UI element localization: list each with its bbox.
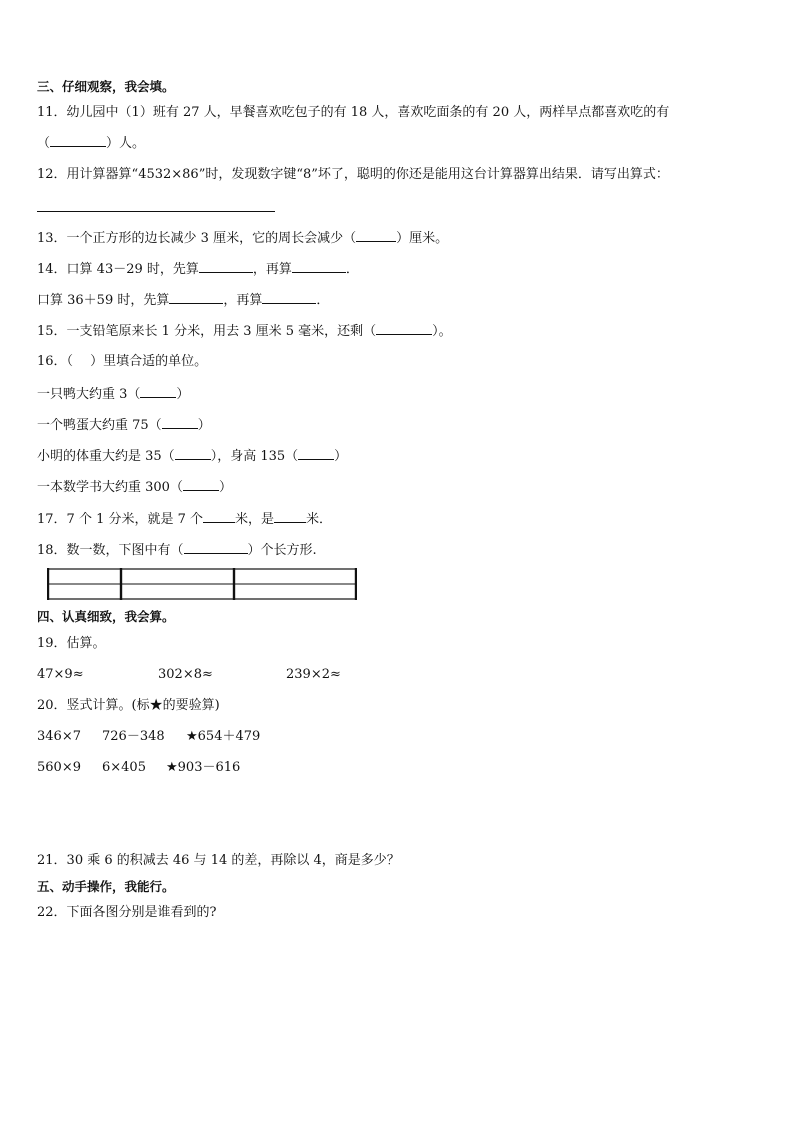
answer-blank[interactable]: [140, 385, 176, 398]
q16-item3-text-b: ），身高 135（: [210, 449, 299, 464]
q11-close: ）人。: [106, 136, 146, 151]
q18-text-b: ）个长方形.: [247, 543, 317, 558]
q15-text-b: ）。: [432, 324, 452, 339]
q14-text-a1: 14．口算 43－29 时，先算: [37, 262, 199, 277]
q13-text-b: ）厘米。: [396, 231, 449, 246]
question-22: 22．下面各图分别是谁看到的?: [37, 905, 217, 920]
q13-text-a: 13．一个正方形的边长减少 3 厘米，它的周长会减少（: [37, 231, 357, 246]
q14-text-a3: ．: [345, 262, 359, 277]
calc-item: 6×405: [102, 760, 146, 775]
q17-text-a: 17．7 个 1 分米，就是 7 个: [37, 512, 204, 527]
q11-open: （: [37, 136, 51, 151]
calc-item: ★903－616: [166, 760, 241, 775]
answer-blank[interactable]: [199, 260, 253, 273]
question-14-line2: [37, 291, 329, 310]
q17-text-b: 米，是: [235, 512, 275, 527]
section-4-title: 四、认真细致，我会算。: [37, 609, 175, 624]
question-16-title: 16．（ ）里填合适的单位。: [37, 354, 208, 369]
q16-item1-close: ）: [176, 387, 190, 402]
rectangle-figure: [47, 568, 357, 600]
question-21: 21．30 乘 6 的积减去 46 与 14 的差，再除以 4，商是多少？: [37, 853, 400, 868]
q14-text-a2: ，再算: [252, 262, 292, 277]
answer-blank[interactable]: [162, 416, 198, 429]
q15-text-a: 15．一支铅笔原来长 1 分米，用去 3 厘米 5 毫米，还剩（: [37, 324, 377, 339]
question-16-item1: [37, 385, 189, 404]
question-15: [37, 322, 452, 341]
q18-text-a: 18．数一数，下图中有（: [37, 543, 184, 558]
q16-item3-close: ）: [334, 449, 348, 464]
estimate-item: 239×2≈: [286, 667, 341, 682]
question-19-title: 19．估算。: [37, 636, 106, 651]
question-13: [37, 229, 448, 248]
estimate-item: 302×8≈: [158, 667, 213, 682]
calc-item: 346×7: [37, 729, 81, 744]
question-20-title: 20．竖式计算。(标★的要验算): [37, 698, 220, 713]
question-14-line1: [37, 260, 359, 279]
question-18: [37, 541, 317, 560]
q16-item2-text: 一个鸭蛋大约重 75（: [37, 418, 162, 433]
question-16-item3: [37, 447, 347, 466]
estimate-item: 47×9≈: [37, 667, 84, 682]
question-11-line2: [37, 134, 145, 153]
answer-blank[interactable]: [203, 510, 235, 523]
question-16-item2: [37, 416, 211, 435]
q16-item2-close: ）: [197, 418, 211, 433]
answer-blank[interactable]: [262, 291, 316, 304]
answer-blank[interactable]: [183, 478, 219, 491]
answer-blank[interactable]: [50, 134, 106, 147]
answer-blank[interactable]: [175, 447, 211, 460]
calc-item: ★654＋479: [186, 729, 261, 744]
q16-item4-text: 一本数学书大约重 300（: [37, 480, 183, 495]
q16-item3-text-a: 小明的体重大约是 35（: [37, 449, 175, 464]
answer-blank[interactable]: [274, 510, 306, 523]
question-17: [37, 510, 332, 529]
answer-blank[interactable]: [169, 291, 223, 304]
answer-blank[interactable]: [356, 229, 396, 242]
question-11-line1: 11．幼儿园中（1）班有 27 人，早餐喜欢吃包子的有 18 人，喜欢吃面条的有 20 人，两样早点都喜欢吃的有: [37, 105, 670, 120]
calc-item: 560×9: [37, 760, 81, 775]
q14-text-b1: 口算 36＋59 时，先算: [37, 293, 170, 308]
calc-item: 726－348: [102, 729, 165, 744]
q14-text-b2: ，再算: [223, 293, 263, 308]
q14-text-b3: ．: [316, 293, 330, 308]
answer-blank[interactable]: [292, 260, 346, 273]
answer-line[interactable]: [37, 211, 275, 212]
answer-blank[interactable]: [184, 541, 248, 554]
answer-blank[interactable]: [376, 322, 432, 335]
section-5-title: 五、动手操作，我能行。: [37, 879, 175, 894]
section-3-title: 三、仔细观察，我会填。: [37, 79, 175, 94]
answer-blank[interactable]: [298, 447, 334, 460]
q16-item4-close: ）: [218, 480, 232, 495]
question-12: 12．用计算器算“4532×86”时，发现数字键“8”坏了，聪明的你还是能用这台计算器算出结果．请写出算式：: [37, 167, 669, 182]
question-16-item4: [37, 478, 232, 497]
q17-text-c: 米．: [306, 512, 333, 527]
q16-item1-text: 一只鸭大约重 3（: [37, 387, 141, 402]
